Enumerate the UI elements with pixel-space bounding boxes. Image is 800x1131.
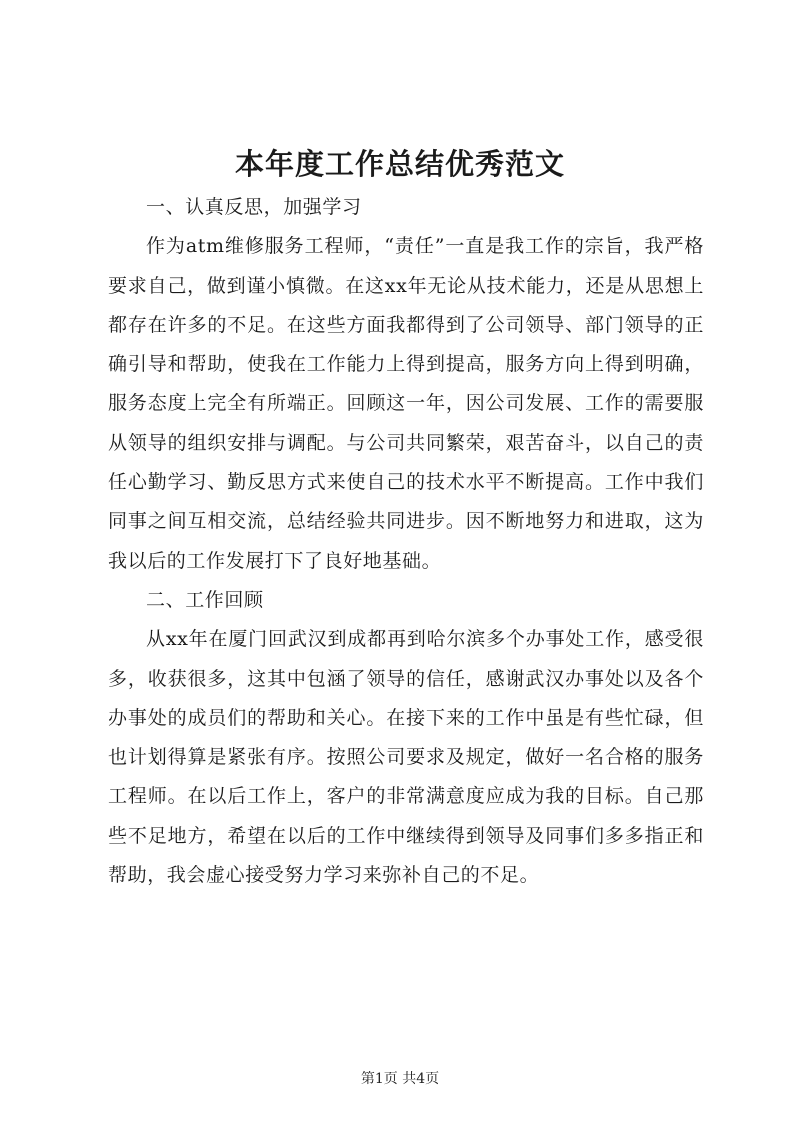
- section-paragraph-1: 作为atm维修服务工程师，“责任”一直是我工作的宗旨，我严格要求自己，做到谨小慎微。在这xx年无论从技术能力，还是从思想上都存在许多的不足。在这些方面我都得到了公司领导、部门领导的正确引导和帮助，使我在工作能力上得到提高，服务方向上得到明确，服务态度上完全有所端正。回顾这一年，因公司发展、工作的需要服从领导的组织安排与调配。与公司共同繁荣，艰苦奋斗，以自己的责任心勤学习、勤反思方式来使自己的技术水平不断提高。工作中我们同事之间互相交流，总结经验共同进步。因不断地努力和进取，这为我以后的工作发展打下了良好地基础。: [108, 235, 704, 572]
- section-heading-2: 二、工作回顾: [146, 588, 264, 611]
- section-paragraph-2: 从xx年在厦门回武汉到成都再到哈尔滨多个办事处工作，感受很多，收获很多，这其中包涵了领导的信任，感谢武汉办事处以及各个办事处的成员们的帮助和关心。在接下来的工作中虽是有些忙碌，但也计划得算是紧张有序。按照公司要求及规定，做好一名合格的服务工程师。在以后工作上，客户的非常满意度应成为我的目标。自己那些不足地方，希望在以后的工作中继续得到领导及同事们多多指正和帮助，我会虚心接受努力学习来弥补自己的不足。: [108, 628, 704, 887]
- page-footer: 第1页 共4页: [360, 1071, 440, 1087]
- section-heading-1: 一、认真反思，加强学习: [146, 196, 362, 218]
- document-body: [108, 188, 704, 895]
- document-title: 本年度工作总结优秀范文: [234, 147, 565, 181]
